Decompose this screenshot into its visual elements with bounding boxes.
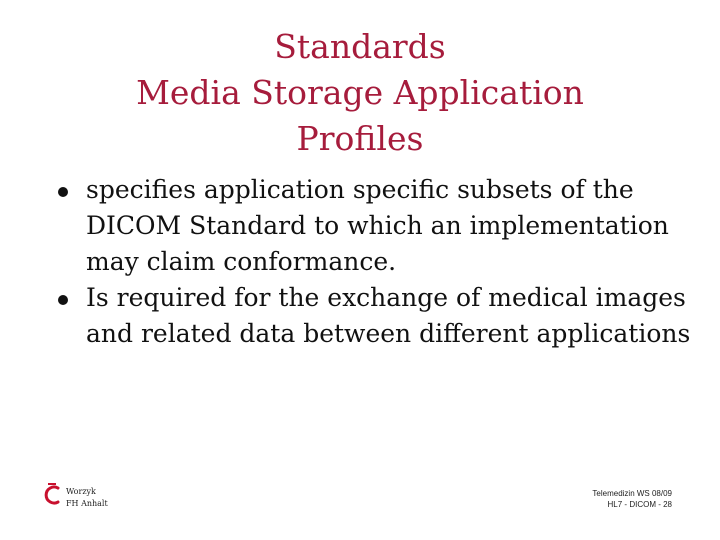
bullet-list — [56, 172, 696, 352]
bullet-icon — [58, 295, 68, 305]
footer-author-name: Worzyk — [66, 487, 96, 496]
bullet-text: specifies application specific subsets of the DICOM Standard to which an implementation may claim conformance. — [86, 175, 669, 276]
bullet-item — [56, 280, 696, 352]
bullet-icon — [58, 187, 68, 197]
footer-right — [592, 488, 672, 510]
footer-institution: FH Anhalt — [66, 499, 108, 508]
footer-course: Telemedizin WS 08/09 — [592, 489, 672, 498]
slide-title — [0, 24, 720, 162]
title-line-3: Profiles — [296, 119, 424, 158]
title-line-1: Standards — [274, 27, 446, 66]
bullet-text: Is required for the exchange of medical images and related data between different applications — [86, 283, 691, 348]
footer-author — [66, 486, 108, 510]
title-line-2: Media Storage Application — [136, 73, 584, 112]
bullet-item — [56, 172, 696, 280]
footer-page-number: HL7 - DICOM - 28 — [607, 500, 672, 509]
fh-anhalt-logo-icon — [42, 482, 62, 508]
